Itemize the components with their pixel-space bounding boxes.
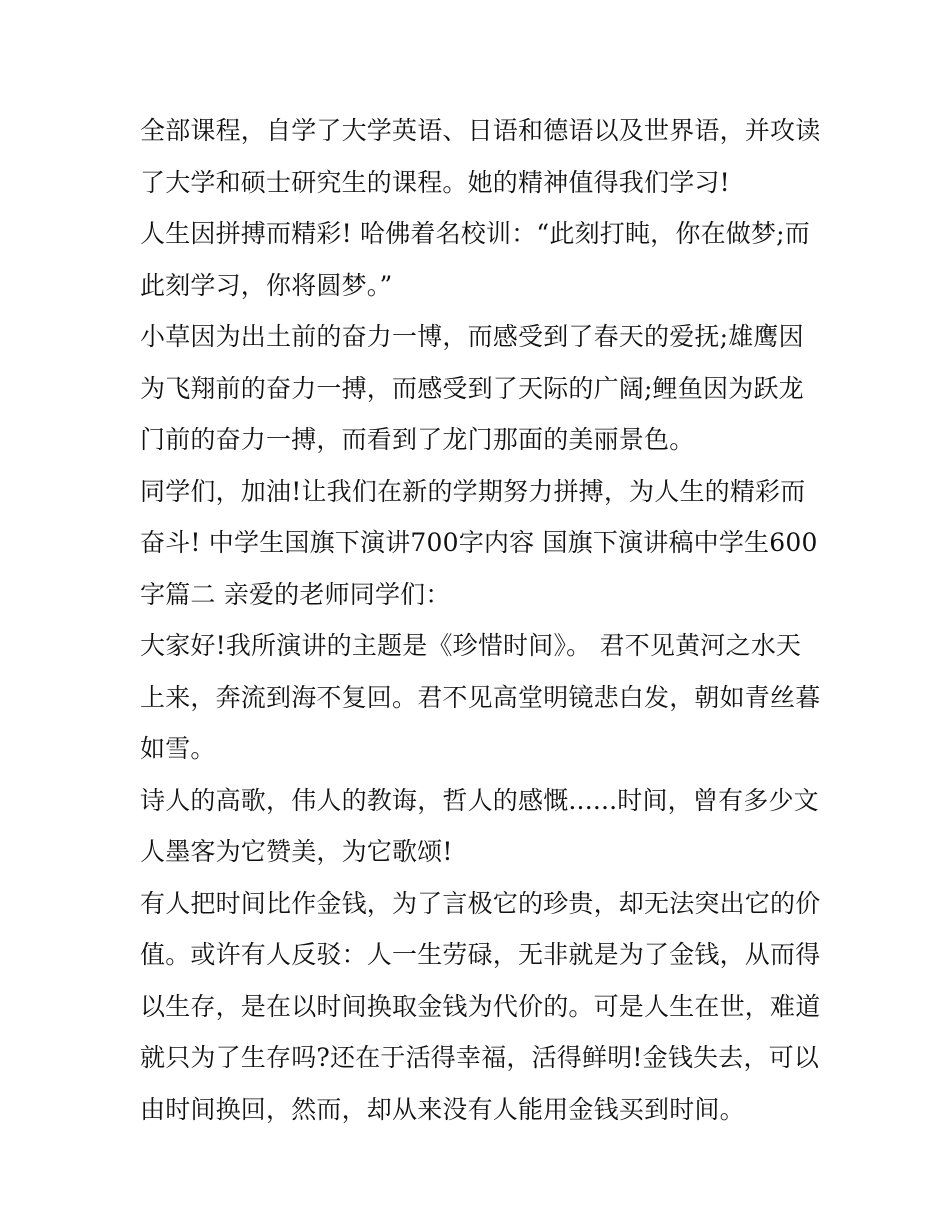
text-line: 门前的奋力一搏，而看到了龙门那面的美丽景色。 [140,425,695,454]
text-line: 上来，奔流到海不复回。君不见高堂明镜悲白发，朝如青丝暮 [140,682,821,712]
text-line: 全部课程，自学了大学英语、日语和德语以及世界语，并攻读 [140,116,821,145]
text-line: 值。或许有人反驳：人一生劳碌，无非就是为了金钱，从而得 [140,940,821,969]
text-line: 人墨客为它赞美，为它歌颂! [140,837,453,866]
text-line: 同学们，加油!让我们在新的学期努力拼搏，为人生的精彩而 [140,476,806,506]
text-line: 此刻学习，你将圆梦。” [140,270,393,300]
text-line: 为飞翔前的奋力一搏，而感受到了天际的广阔;鲤鱼因为跃龙 [140,373,804,403]
text-line: 大家好!我所演讲的主题是《珍惜时间》。 君不见黄河之水天 [140,631,802,660]
text-line: 人生因拼搏而精彩! 哈佛着名校训：“此刻打盹，你在做梦;而 [140,219,810,248]
text-line: 诗人的高歌，伟人的教诲，哲人的感慨......时间，曾有多少文 [140,785,819,815]
text-line: 了大学和硕士研究生的课程。她的精神值得我们学习! [140,167,730,197]
text-line: 奋斗! 中学生国旗下演讲700字内容 国旗下演讲稿中学生600 [140,528,818,557]
text-line: 由时间换回，然而，却从来没有人能用金钱买到时间。 [140,1094,745,1124]
text-line: 就只为了生存吗?还在于活得幸福，活得鲜明!金钱失去，可以 [140,1043,820,1072]
text-line: 小草因为出土前的奋力一博，而感受到了春天的爱抚;雄鹰因 [140,322,804,351]
speech-text-body [140,105,820,1135]
text-line: 以生存，是在以时间换取金钱为代价的。可是人生在世，难道 [140,991,821,1021]
text-line: 字篇二 亲爱的老师同学们： [140,579,451,609]
text-line: 有人把时间比作金钱，为了言极它的珍贵，却无法突出它的价 [140,888,821,918]
text-line: 如雪。 [140,734,216,763]
